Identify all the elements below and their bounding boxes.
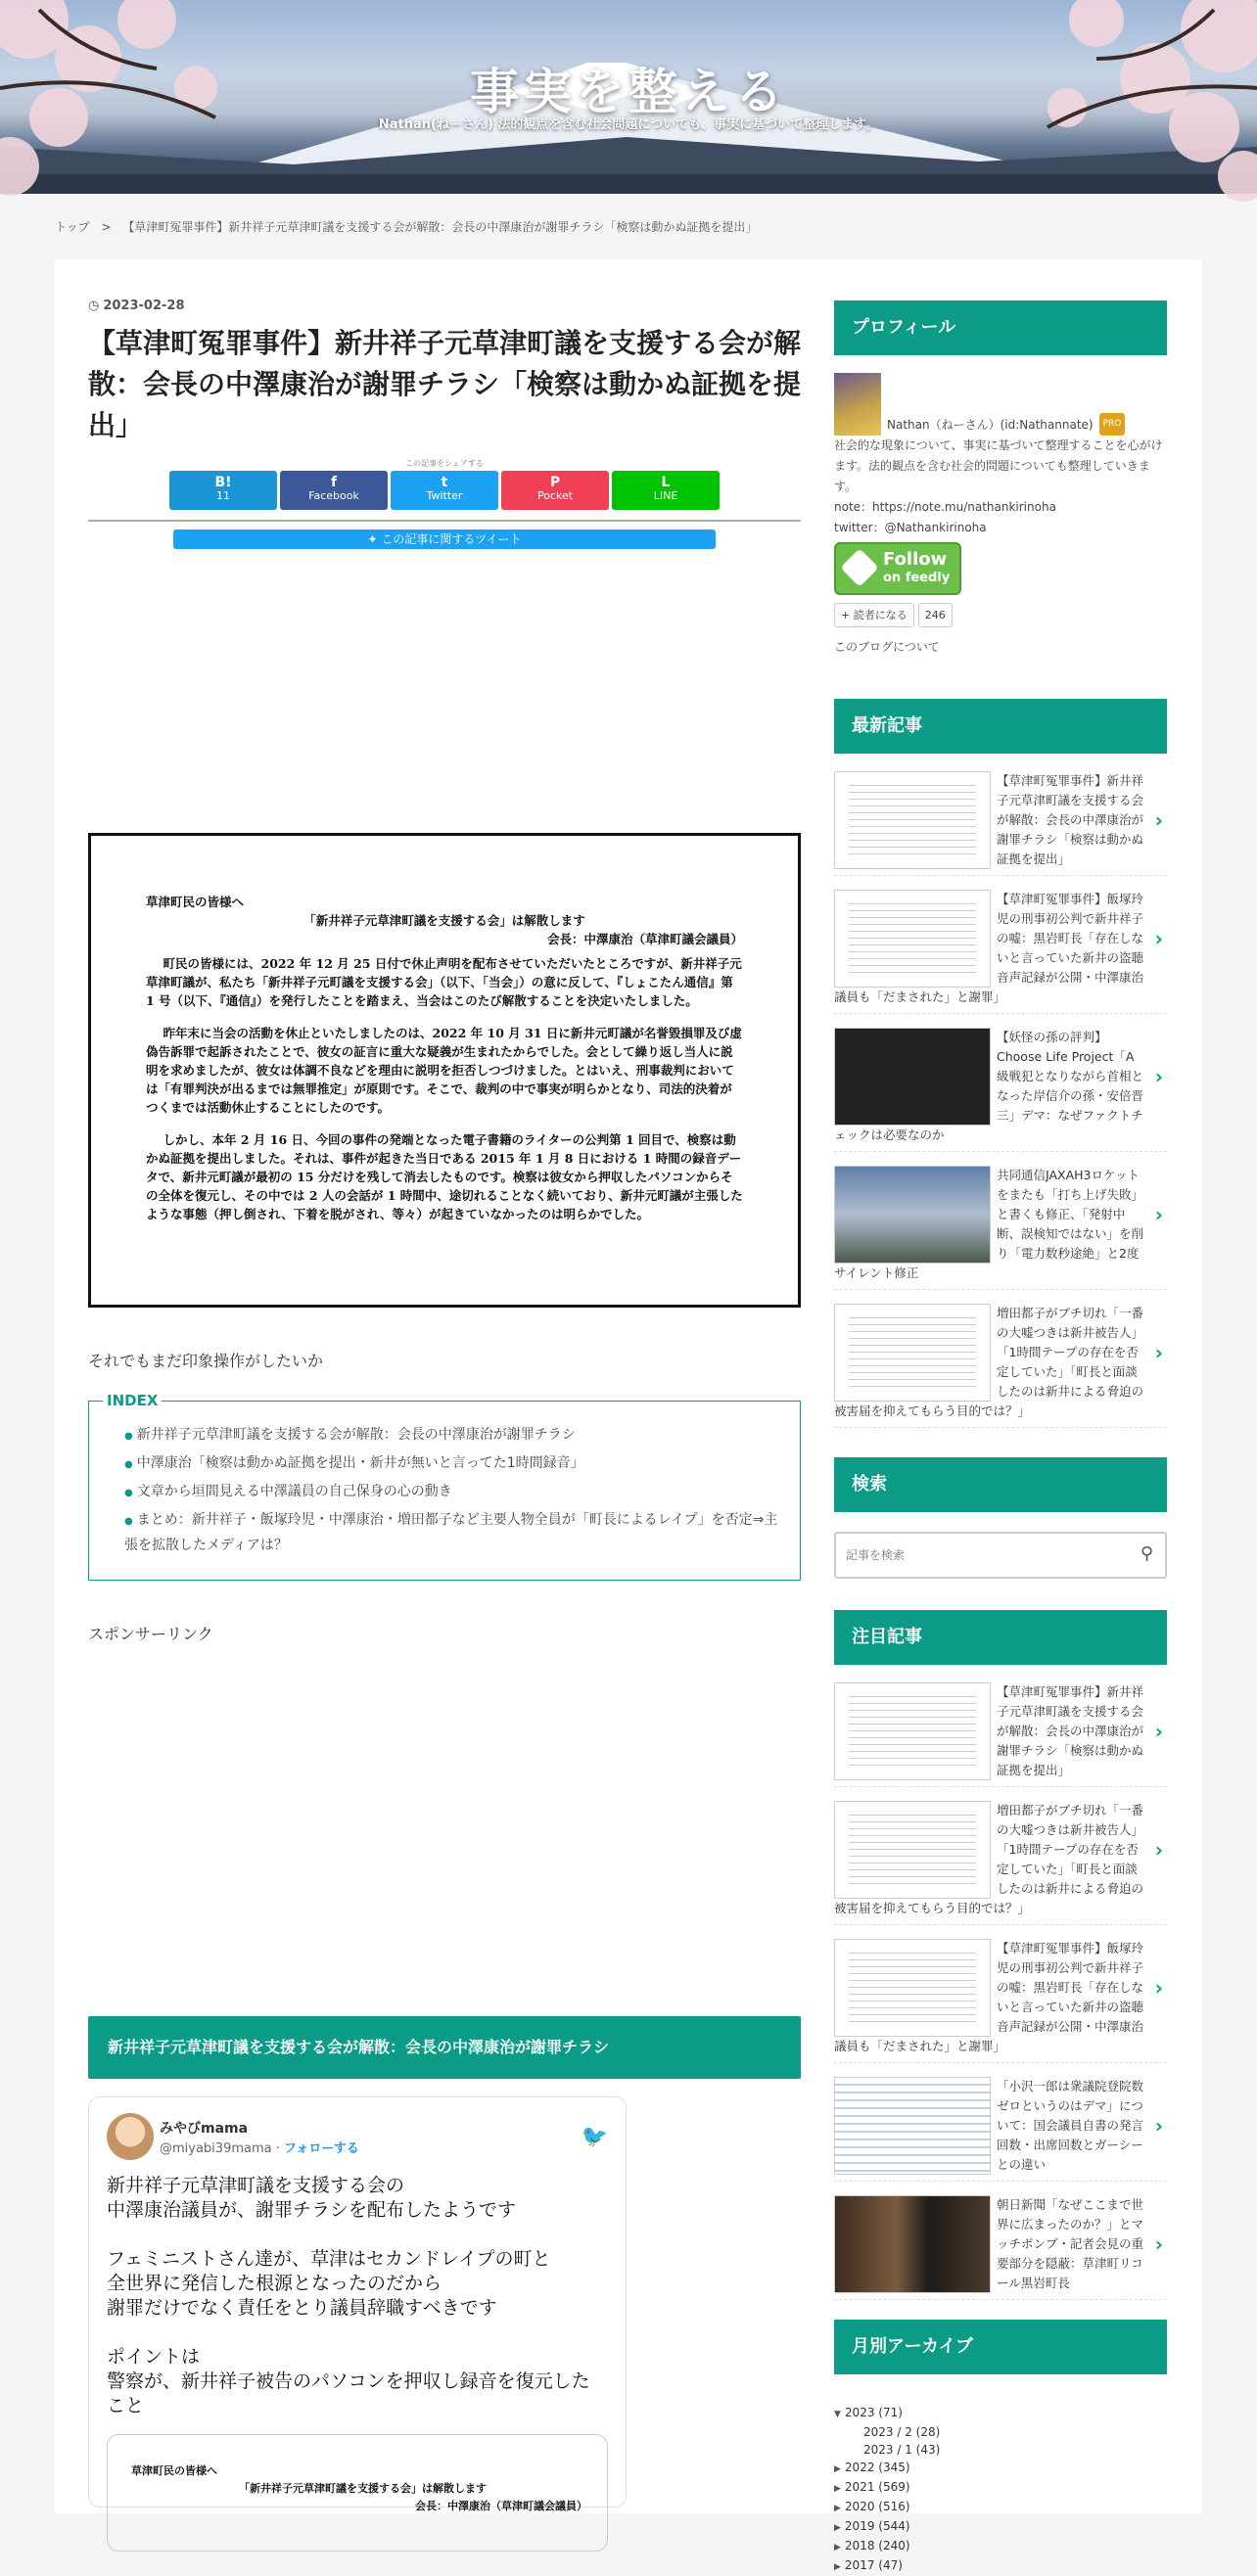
notice-greeting: 草津町民の皆様へ: [146, 895, 245, 909]
profile-bio: 社会的な現象について、事実に基づいて整理することを心がけます。法的観点を含む社会的問題についても整理していきます。: [834, 438, 1163, 493]
related-tweets-label: この記事に関するツイート: [381, 532, 522, 546]
list-item[interactable]: [834, 890, 1167, 1014]
profile-widget-title: プロフィール: [834, 300, 1167, 355]
sidebar: [834, 300, 1167, 2576]
search-widget-title: 検索: [834, 1457, 1167, 1512]
tweet-text: 新井祥子元草津町議を支援する会の 中澤康治議員が、謝罪チラシを配布したようです フェミニストさん達が、草津はセカンドレイプの町と 全世界に発信した根源となったのだから 謝罪だけでなく責任をとり議員辞職すべきです ポイントは 警察が、新井祥子被告のパソコンを押収し録音を復元したこと: [107, 2175, 590, 2416]
breadcrumb-current: 【草津町冤罪事件】新井祥子元草津町議を支援する会が解散：会長の中澤康治が謝罪チラシ「検察は動かぬ証拠を提出」: [122, 220, 758, 234]
about-blog-link[interactable]: このブログについて: [834, 640, 940, 654]
tweet-image-greeting: 草津町民の皆様へ: [131, 2464, 217, 2477]
twitter-share-button[interactable]: [391, 471, 498, 510]
archive-month[interactable]: 2023 / 2 (28): [863, 2425, 941, 2439]
hatena-share-button[interactable]: [169, 471, 277, 510]
body-text: それでもまだ印象操作がしたいか: [88, 1352, 324, 1370]
facebook-icon: f: [330, 475, 338, 490]
tweet-handle[interactable]: @miyabi39mama: [160, 2140, 272, 2156]
toc-item[interactable]: ● 文章から垣間見える中澤議員の自己保身の心の動き: [124, 1480, 780, 1505]
toc-item[interactable]: ● まとめ：新井祥子・飯塚玲児・中澤康治・増田都子など主要人物全員が「町長によるレイプ」を否定⇒主張を拡散したメディアは？: [124, 1508, 780, 1557]
list-item[interactable]: [834, 771, 1167, 876]
profile-widget: [834, 373, 1167, 658]
article-main: [88, 299, 802, 2512]
twitter-bird-icon[interactable]: 🐦: [581, 2124, 608, 2149]
post-thumbnail[interactable]: [834, 1304, 991, 1402]
post-thumbnail[interactable]: [834, 2077, 991, 2175]
post-title[interactable]: 【草津町冤罪事件】新井祥子元草津町議を支援する会が解散：会長の中澤康治が謝罪チラシ「検察は動かぬ証拠を提出」: [997, 773, 1144, 866]
archive-list: [834, 2404, 1167, 2576]
archive-year[interactable]: 2021 (569): [844, 2480, 910, 2494]
tweet-image-signer: 会長：中澤康治（草津町議会議員）: [415, 2500, 587, 2512]
list-item[interactable]: [834, 1801, 1167, 1925]
related-tweets-link[interactable]: [173, 529, 716, 549]
triangle-down-icon[interactable]: ▼: [834, 2410, 841, 2419]
post-thumbnail[interactable]: [834, 890, 991, 988]
post-title[interactable]: 【妖怪の孫の評判】Choose Life Project「A級戦犯となりながら首相となった岸信介の孫・安倍晋三」デマ：なぜファクトチェックは必要なのか: [834, 1030, 1144, 1142]
feedly-sublabel: on feedly: [883, 571, 951, 585]
chevron-right-icon: ›: [1154, 808, 1163, 832]
line-share-button[interactable]: [612, 471, 720, 510]
tweet-dot: ·: [275, 2140, 280, 2156]
archive-year[interactable]: 2022 (345): [844, 2461, 910, 2474]
pocket-share-button[interactable]: [501, 471, 609, 510]
feedly-follow-button[interactable]: [834, 542, 961, 595]
breadcrumb-home[interactable]: トップ: [55, 220, 90, 234]
archive-year[interactable]: 2017 (47): [844, 2558, 903, 2572]
archive-year[interactable]: 2018 (240): [844, 2539, 910, 2553]
toc-title: INDEX: [103, 1392, 162, 1409]
triangle-right-icon[interactable]: ▶: [834, 2504, 841, 2513]
content-container: [55, 259, 1202, 2572]
search-box: [834, 1532, 1167, 1579]
post-title[interactable]: 朝日新聞「なぜここまで世界に広まったのか？」とマッチポンプ・記者会見の重要部分を隠蔽：草津町リコール黒岩町長: [997, 2197, 1144, 2290]
archive-widget-title: 月別アーカイブ: [834, 2320, 1167, 2374]
list-item[interactable]: [834, 1304, 1167, 1428]
list-item[interactable]: [834, 2195, 1167, 2300]
toc-item[interactable]: ● 中澤康治「検察は動かぬ証拠を提出・新井が無いと言ってた1時間録音」: [124, 1451, 780, 1477]
facebook-share-button[interactable]: [280, 471, 388, 510]
archive-year[interactable]: 2019 (544): [844, 2519, 910, 2533]
notice-paragraph-1: 町民の皆様には、2022 年 12 月 25 日付で休止声明を配布させていただいたところですが、新井祥子元草津町議が、私たち「新井祥子元町議を支援する会」（以下、「当会」）の意に反して、『しょこたん通信』第 1 号（以下、『通信』）を発行したことを踏まえ、当会はこのたび解散することを決定いたしました。: [146, 956, 742, 1008]
follow-button[interactable]: フォローする: [284, 2140, 359, 2156]
site-description: Nathan(ねーさん) 法的観点を含む社会問題についても、事実に基づいて整理します。: [378, 117, 879, 132]
triangle-right-icon[interactable]: ▶: [834, 2464, 841, 2474]
chevron-right-icon: ›: [1154, 1838, 1163, 1862]
post-title[interactable]: 【草津町冤罪事件】飯塚玲児の刑事初公判で新井祥子の嘘：黒岩町長「存在しないと言っていた新井の盗聴音声記録が公開・中澤康治議員も「だまされた」と謝罪」: [834, 1941, 1144, 2053]
list-item[interactable]: [834, 2077, 1167, 2182]
share-caption: この記事をシェアする: [405, 459, 484, 468]
tweet-header: [107, 2113, 608, 2160]
breadcrumb-separator: >: [101, 220, 112, 234]
list-item[interactable]: [834, 1682, 1167, 1787]
notice-paragraph-2: 昨年末に当会の活動を休止といたしましたのは、2022 年 10 月 31 日に新井元町議が名誉毀損罪及び虚偽告訴罪で起訴されたことで、彼女の証言に重大な疑義が生まれたからでした。会として繰り返し当人に説明を求めましたが、彼女は体調不良などを理由に説明を拒否しつづけました。とはいえ、刑事裁判においては「有罪判決が出るまでは無罪推定」が原則です。そこで、裁判の中で事実が明らかとなり、司法的決着がつくまでは活動休止することにしたのです。: [146, 1026, 742, 1115]
profile-twitter-link[interactable]: twitter：@Nathankirinoha: [834, 521, 987, 534]
triangle-right-icon[interactable]: ▶: [834, 2562, 841, 2572]
post-thumbnail[interactable]: [834, 1939, 991, 2037]
post-title[interactable]: 「小沢一郎は衆議院登院数ゼロというのはデマ」について：国会議員自書の発言回数・出席回数とガーシーとの違い: [997, 2079, 1144, 2172]
site-header: [0, 0, 1257, 194]
site-title[interactable]: 事実を整える: [470, 64, 787, 120]
clock-icon: ◷: [88, 299, 100, 313]
recent-widget-title: 最新記事: [834, 699, 1167, 754]
archive-year[interactable]: 2023 (71): [844, 2406, 903, 2419]
triangle-right-icon[interactable]: ▶: [834, 2543, 841, 2553]
tweet-image-heading: 「新井祥子元草津町議を支援する会」は解散します: [239, 2482, 487, 2495]
date-text: 2023-02-28: [103, 299, 185, 313]
list-item[interactable]: [834, 1939, 1167, 2063]
profile-name[interactable]: Nathan（ねーさん）(id:Nathannate): [887, 418, 1094, 432]
pro-badge: PRO: [1099, 413, 1126, 436]
article-title[interactable]: 【草津町冤罪事件】新井祥子元草津町議を支援する会が解散：会長の中澤康治が謝罪チラシ「検察は動かぬ証拠を提出」: [88, 327, 802, 441]
tweet-handle-line: [160, 2138, 359, 2156]
tweet-author-name[interactable]: みやびmama: [160, 2120, 249, 2137]
post-thumbnail[interactable]: [834, 1801, 991, 1899]
post-title[interactable]: 【草津町冤罪事件】飯塚玲児の刑事初公判で新井祥子の嘘：黒岩町長「存在しないと言っていた新井の盗聴音声記録が公開・中澤康治議員も「だまされた」と謝罪」: [834, 892, 1144, 1004]
post-thumbnail[interactable]: [834, 1028, 991, 1126]
list-item[interactable]: [834, 1166, 1167, 1290]
post-thumbnail[interactable]: [834, 771, 991, 869]
chevron-right-icon: ›: [1154, 1341, 1163, 1364]
post-title[interactable]: 共同通信JAXAH3ロケットをまたも「打ち上げ失敗」と書くも修正、「発射中断、誤検知ではない」を削り「電力数秒途絶」と2度サイレント修正: [834, 1168, 1144, 1280]
triangle-right-icon[interactable]: ▶: [834, 2484, 841, 2494]
tweet-image[interactable]: [107, 2434, 608, 2552]
line-label: LINE: [653, 489, 678, 502]
sponsored-link-label: スポンサーリンク: [88, 1625, 213, 1643]
chevron-right-icon: ›: [1154, 2114, 1163, 2138]
share-buttons: [88, 471, 801, 510]
profile-image[interactable]: [834, 373, 881, 436]
chevron-right-icon: ›: [1154, 2232, 1163, 2256]
post-title[interactable]: 【草津町冤罪事件】新井祥子元草津町議を支援する会が解散：会長の中澤康治が謝罪チラシ「検察は動かぬ証拠を提出」: [997, 1684, 1144, 1777]
featured-widget-title: 注目記事: [834, 1610, 1167, 1665]
hatena-count: 11: [216, 489, 230, 502]
recent-posts-list: [834, 771, 1167, 1428]
hatena-bookmark-icon: B!: [214, 475, 232, 490]
chevron-right-icon: ›: [1154, 1720, 1163, 1743]
notice-signer: 会長：中澤康治（草津町議会議員）: [546, 932, 743, 946]
chevron-right-icon: ›: [1154, 1203, 1163, 1226]
post-thumbnail[interactable]: [834, 1166, 991, 1264]
notice-image: [88, 833, 801, 1308]
notice-paragraph-3: しかし、本年 2 月 16 日、今回の事件の発端となった電子書籍のライターの公判第 1 回目で、検察は動かぬ証拠を提出しました。それは、事件が起きた当日である 2015 年 1 月 8 日における 1 時間の録音データで、新井元町議が最初の 15 分だけを残して消去したものです。検察は彼女から押収したパソコンからその全体を復元し、その中では 2 人の会話が 1 時間中、途切れることなく続いており、新井元町議が主張したような事態（押し倒され、下着を脱がされ、等々）が起きていなかったのは明らかでした。: [146, 1132, 743, 1221]
ad-space: [88, 549, 801, 833]
notice-heading: 「新井祥子元草津町議を支援する会」は解散します: [303, 913, 585, 928]
twitter-icon: t: [441, 475, 448, 490]
post-thumbnail[interactable]: [834, 1682, 991, 1780]
archive-year[interactable]: 2020 (516): [844, 2500, 910, 2513]
line-icon: L: [661, 475, 671, 490]
archive-month[interactable]: 2023 / 1 (43): [863, 2443, 941, 2457]
post-title[interactable]: 増田都子がブチ切れ「一番の大嘘つきは新井被告人」「1時間テープの存在を否定していた」「町長と面談したのは新井による脅迫の被害届を抑えてもらう目的では？」: [834, 1306, 1144, 1418]
subscriber-count: 246: [918, 603, 953, 627]
featured-posts-list: [834, 1682, 1167, 2300]
search-icon[interactable]: ⚲: [1140, 1543, 1153, 1564]
feedly-label: Follow: [883, 549, 948, 570]
twitter-label: Twitter: [426, 489, 463, 502]
divider: [88, 520, 801, 522]
pocket-label: Pocket: [536, 489, 574, 502]
toc-item[interactable]: ● 新井祥子元草津町議を支援する会が解散：会長の中澤康治が謝罪チラシ: [124, 1423, 780, 1449]
subscribe-button[interactable]: + 読者になる: [834, 603, 914, 627]
facebook-label: Facebook: [308, 489, 359, 502]
post-thumbnail[interactable]: [834, 2195, 991, 2293]
chevron-right-icon: ›: [1154, 1065, 1163, 1088]
chevron-right-icon: ›: [1154, 1976, 1163, 2000]
profile-note-link[interactable]: note：https://note.mu/nathankirinoha: [834, 500, 1056, 514]
post-title[interactable]: 増田都子がブチ切れ「一番の大嘘つきは新井被告人」「1時間テープの存在を否定していた」「町長と面談したのは新井による脅迫の被害届を抑えてもらう目的では？」: [834, 1803, 1144, 1915]
breadcrumb: [55, 218, 765, 235]
list-item[interactable]: [834, 1028, 1167, 1152]
table-of-contents: [88, 1392, 801, 1581]
triangle-right-icon[interactable]: ▶: [834, 2523, 841, 2533]
post-date: [88, 299, 801, 313]
section-heading: 新井祥子元草津町議を支援する会が解散：会長の中澤康治が謝罪チラシ: [88, 2016, 801, 2079]
embedded-tweet[interactable]: [88, 2096, 627, 2512]
search-input[interactable]: [836, 1534, 1165, 1577]
twitter-bird-icon: ✦: [367, 532, 382, 546]
pocket-icon: P: [549, 475, 561, 490]
avatar[interactable]: [107, 2113, 154, 2160]
chevron-right-icon: ›: [1154, 927, 1163, 950]
